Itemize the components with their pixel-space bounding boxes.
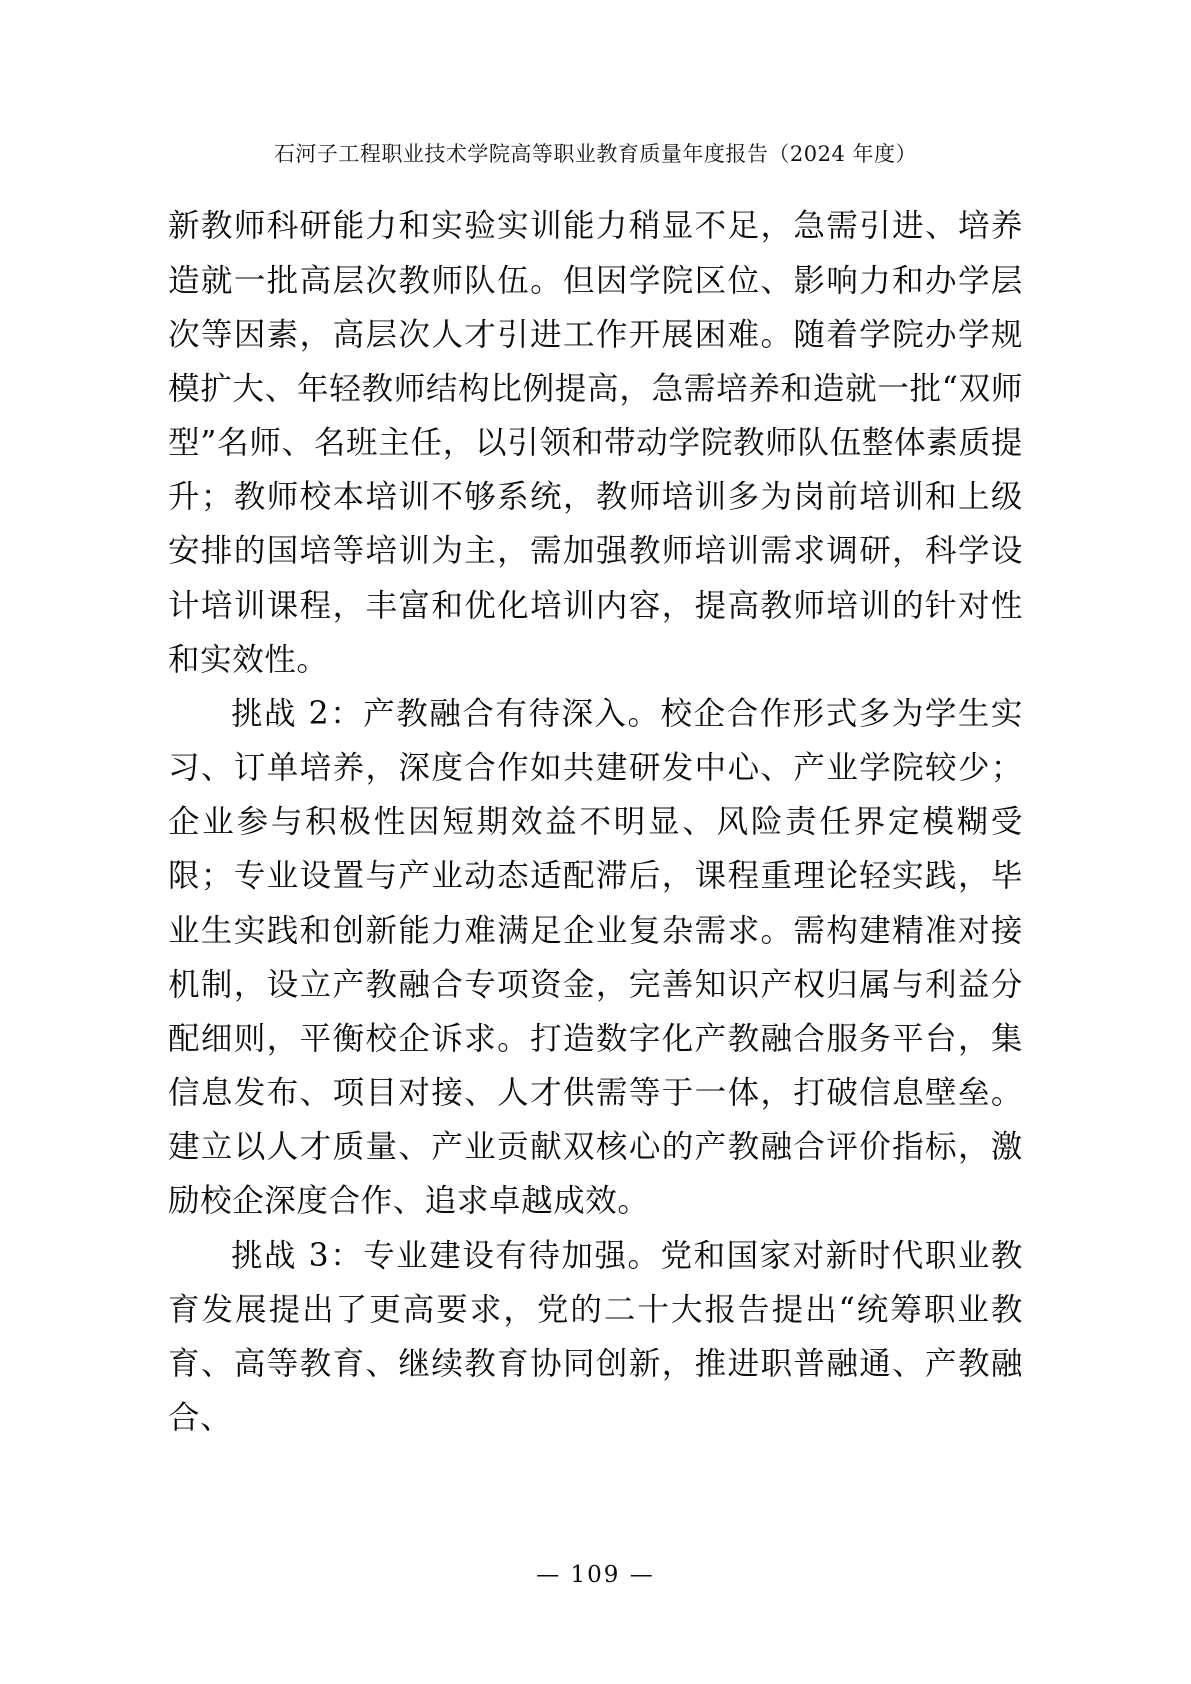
page-number: — 109 —	[536, 1562, 655, 1588]
paragraph-challenge-3: 挑战 3：专业建设有待加强。党和国家对新时代职业教育发展提出了更高要求，党的二十大报告提出“统筹职业教育、高等教育、继续教育协同创新，推进职普融通、产教融合、	[168, 1237, 1023, 1437]
paragraph-continuation: 新教师科研能力和实验实训能力稍显不足，急需引进、培养造就一批高层次教师队伍。但因学院区位、影响力和办学层次等因素，高层次人才引进工作开展困难。随着学院办学规模扩大、年轻教师结构比例提高，急需培养和造就一批“双师型”名师、名班主任，以引领和带动学院教师队伍整体素质提升；教师校本培训不够系统，教师培训多为岗前培训和上级安排的国培等培训为主，需加强教师培训需求调研，科学设计培训课程，丰富和优化培训内容，提高教师培训的针对性和实效性。	[168, 208, 1023, 678]
page-body	[168, 199, 1023, 1445]
paragraph-challenge-2: 挑战 2：产教融合有待深入。校企合作形式多为学生实习、订单培养，深度合作如共建研发中心、产业学院较少；企业参与积极性因短期效益不明显、风险责任界定模糊受限；专业设置与产业动态适配滞后，课程重理论轻实践，毕业生实践和创新能力难满足企业复杂需求。需构建精准对接机制，设立产教融合专项资金，完善知识产权归属与利益分配细则，平衡校企诉求。打造数字化产教融合服务平台，集信息发布、项目对接、人才供需等于一体，打破信息壁垒。建立以人才质量、产业贡献双核心的产教融合评价指标，激励校企深度合作、追求卓越成效。	[168, 695, 1023, 1220]
running-header: 石河子工程职业技术学院高等职业教育质量年度报告（2024 年度）	[273, 142, 918, 166]
